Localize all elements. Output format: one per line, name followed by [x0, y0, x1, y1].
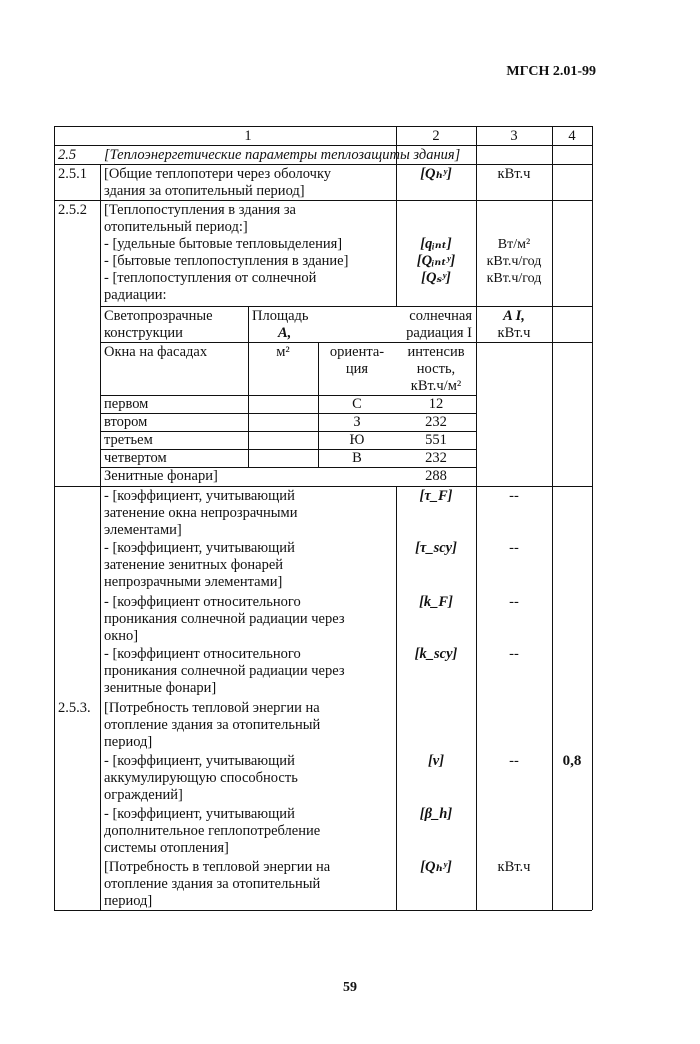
row-2-5-3-text-line: период]	[104, 734, 153, 750]
radiation-header-line: радиация I	[406, 325, 472, 341]
v-text-line: ограждений]	[104, 787, 183, 803]
qh-text-line: период]	[104, 893, 153, 909]
table-row-orientation: Ю	[349, 432, 365, 448]
col-header-2: 2	[432, 128, 440, 144]
coef-text-line: зенитные фонари]	[104, 680, 217, 696]
coef-text-line: проникания солнечной радиации через	[104, 611, 345, 627]
table-row-label: втором	[104, 414, 148, 430]
qh-y-symbol: [Qₕʸ]	[420, 859, 452, 875]
table-row-value: 232	[425, 450, 447, 466]
beta-text-line: дополнительное геплопотребление	[104, 823, 321, 839]
orientation-header-line: ция	[345, 361, 369, 377]
v-text-line: - [коэффициент, учитывающий	[104, 753, 295, 769]
coef-text-line: элементами]	[104, 522, 182, 538]
table-row-label: четвертом	[104, 450, 167, 466]
solar-header-line: конструкции	[104, 325, 183, 341]
coef-text-line: - [коэффициент, учитывающий	[104, 540, 295, 556]
qh-text-line: отопление здания за отопительный	[104, 876, 321, 892]
nu-symbol: [ν]	[427, 753, 445, 769]
row-2-5-2-text-line: - [бытовые теплопоступления в здание]	[104, 253, 349, 269]
unit-kwh-per-year: кВт.ч/год	[486, 254, 542, 269]
row-2-5-3-text-line: отопление здания за отопительный	[104, 717, 321, 733]
ai-header-symbol: A I,	[503, 308, 525, 324]
windows-facades-label: Окна на фасадах	[104, 344, 208, 360]
qh-text-line: [Потребность в тепловой энергии на	[104, 859, 331, 875]
table-row-orientation: С	[352, 396, 362, 412]
row-2-5-3-text-line: [Потребность тепловой энергии на	[104, 700, 320, 716]
row-2-5-1-number: 2.5.1	[58, 166, 87, 182]
coef-text-line: окно]	[104, 628, 139, 644]
row-2-5-3-number: 2.5.3.	[58, 700, 91, 716]
page-number: 59	[343, 980, 357, 995]
table-row-label: первом	[104, 396, 149, 412]
area-header-line: Площадь	[252, 308, 309, 324]
table-row-value: 232	[425, 414, 447, 430]
tau-f-symbol: [τ_F]	[419, 488, 453, 504]
document-code: МГСН 2.01-99	[506, 64, 596, 79]
table-row-label: Зенитные фонари]	[104, 468, 218, 484]
coef-text-line: непрозрачными элементами]	[104, 574, 283, 590]
intensity-header-line: ность,	[416, 361, 456, 377]
row-2-5-1-unit: кВт.ч	[497, 166, 531, 182]
row-2-5-2-text-line: - [теплопоступления от солнечной	[104, 270, 317, 286]
beta-text-line: - [коэффициент, учитывающий	[104, 806, 295, 822]
coef-text-line: затенение зенитных фонарей	[104, 557, 284, 573]
k-f-symbol: [k_F]	[419, 594, 453, 610]
coef-unit: --	[509, 488, 519, 504]
q-int-symbol: [qᵢₙₜ]	[420, 236, 452, 252]
orientation-header-line: ориента-	[329, 344, 385, 360]
row-2-5-title: [Теплоэнергетические параметры теплозащиты здания]	[104, 147, 461, 163]
area-header-symbol: A,	[278, 325, 292, 341]
k-scy-symbol: [k_scy]	[414, 646, 458, 662]
table-row-label: третьем	[104, 432, 153, 448]
row-2-5-2-text-line: - [удельные бытовые тепловыделения]	[104, 236, 343, 252]
coef-unit: --	[509, 540, 519, 556]
coef-text-line: - [коэффициент относительного	[104, 646, 301, 662]
col-header-4: 4	[568, 128, 576, 144]
unit-kwh-per-year: кВт.ч/год	[486, 271, 542, 286]
v-text-line: аккумулирующую способность	[104, 770, 298, 786]
coef-text-line: - [коэффициент, учитывающий	[104, 488, 295, 504]
beta-text-line: системы отопления]	[104, 840, 229, 856]
intensity-header-line: интенсив	[407, 344, 465, 360]
q-int-y-symbol: [Qᵢₙₜʸ]	[416, 253, 456, 269]
row-2-5-2-text-line: радиации:	[104, 287, 167, 303]
radiation-header-line: солнечная	[409, 308, 472, 324]
q-s-y-symbol: [Qₛʸ]	[421, 270, 451, 286]
coef-text-line: - [коэффициент относительного	[104, 594, 301, 610]
solar-header-line: Светопрозрачные	[104, 308, 213, 324]
row-2-5-2-text-line: [Теплопоступления в здания за	[104, 202, 296, 218]
ai-header-unit: кВт.ч	[497, 325, 531, 341]
nu-value: 0,8	[562, 753, 582, 769]
tau-scy-symbol: [τ_scy]	[415, 540, 457, 556]
beta-h-symbol: [β_h]	[419, 806, 453, 822]
area-unit: м²	[276, 344, 290, 360]
table-row-value: 551	[425, 432, 447, 448]
row-2-5-2-number: 2.5.2	[58, 202, 87, 218]
coef-text-line: проникания солнечной радиации через	[104, 663, 345, 679]
coef-text-line: затенение окна непрозрачными	[104, 505, 298, 521]
qh-unit: кВт.ч	[497, 859, 531, 875]
coef-unit: --	[509, 594, 519, 610]
row-2-5-number: 2.5	[58, 147, 77, 163]
row-2-5-1-symbol: [Qₕʸ]	[420, 166, 452, 182]
coef-unit: --	[509, 753, 519, 769]
coef-unit: --	[509, 646, 519, 662]
col-header-1: 1	[244, 128, 252, 144]
row-2-5-1-text-line: здания за отопительный период]	[104, 183, 305, 199]
row-2-5-1-text-line: [Общие теплопотери через оболочку	[104, 166, 332, 182]
table-row-orientation: З	[353, 414, 361, 430]
intensity-header-line: кВт.ч/м²	[410, 378, 462, 394]
col-header-3: 3	[510, 128, 518, 144]
table-row-orientation: В	[352, 450, 362, 466]
table-row-value: 12	[428, 396, 444, 412]
unit-w-per-m2: Вт/м²	[497, 237, 531, 252]
table-row-value: 288	[425, 468, 447, 484]
row-2-5-2-text-line: отопительный период:]	[104, 219, 248, 235]
